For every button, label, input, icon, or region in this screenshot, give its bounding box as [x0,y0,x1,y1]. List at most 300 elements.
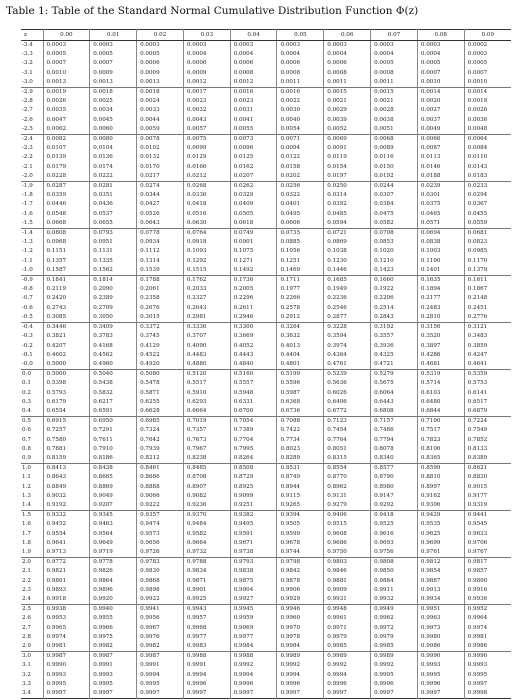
probability-cell: 0.7549 [464,426,511,435]
probability-cell: 0.9452 [43,520,90,529]
z-value-cell: -1.5 [21,219,43,229]
probability-cell: 0.9987 [90,652,137,662]
probability-cell: 0.9996 [324,680,371,689]
probability-cell: 0.0043 [183,116,230,125]
probability-cell: 0.5279 [371,370,418,380]
probability-cell: 0.0401 [277,200,324,209]
probability-cell: 0.9951 [417,605,464,615]
probability-cell: 0.9332 [43,511,90,521]
z-value-cell: -1.1 [22,257,33,264]
table-row [21,454,511,464]
probability-cell: 0.0014 [464,88,511,98]
probability-cell: 0.9817 [464,558,511,568]
z-value-cell: 1.3 [22,492,31,499]
probability-cell: 0.6808 [371,407,418,417]
probability-cell: 0.9983 [183,642,230,652]
probability-cell: 0.4920 [137,360,184,370]
probability-cell: 0.2514 [371,304,418,313]
probability-cell: 0.0064 [464,135,511,145]
probability-cell: 0.0004 [277,50,324,59]
probability-cell: 0.5871 [137,389,184,398]
probability-cell: 0.0018 [90,88,137,98]
probability-cell: 0.0005 [417,59,464,68]
probability-cell: 0.9985 [371,642,418,652]
probability-cell: 0.0004 [324,50,371,59]
probability-cell: 0.9115 [277,492,324,501]
probability-cell: 0.9693 [371,539,418,548]
probability-cell: 0.9082 [183,492,230,501]
probability-cell: 0.8686 [137,473,184,482]
z-value-cell: 3.3 [22,680,31,687]
z-value-cell: -2.4 [22,136,33,143]
probability-cell: 0.9990 [43,661,90,670]
probability-cell: 0.0934 [137,238,184,247]
probability-cell: 0.1949 [324,285,371,294]
probability-cell: 0.9463 [90,520,137,529]
probability-cell: 0.9868 [137,577,184,586]
probability-cell: 0.0003 [183,41,230,51]
probability-cell: 0.9162 [417,492,464,501]
probability-cell: 0.3372 [137,323,184,333]
probability-cell: 0.0143 [464,163,511,172]
probability-cell: 0.9991 [137,661,184,670]
z-value-cell: -3.2 [22,60,33,67]
probability-cell: 0.3897 [417,342,464,351]
probability-cell: 0.0006 [230,59,277,68]
probability-cell: 0.0146 [417,163,464,172]
probability-cell: 0.1314 [137,257,184,266]
probability-cell: 0.9793 [230,558,277,568]
probability-cell: 0.0019 [43,88,90,98]
probability-cell: 0.0250 [324,182,371,192]
probability-cell: 0.0007 [417,69,464,78]
probability-cell: 0.0004 [183,50,230,59]
probability-cell: 0.1112 [137,247,184,256]
probability-cell: 0.0013 [137,78,184,88]
probability-cell: 0.9971 [324,624,371,633]
probability-cell: 0.9962 [371,614,418,623]
probability-cell: 0.0294 [464,191,511,200]
probability-cell: 0.3121 [464,323,511,333]
probability-cell: 0.5714 [417,379,464,388]
z-value-cell: 0.7 [22,436,31,443]
probability-cell: 0.9990 [417,652,464,662]
probability-cell: 0.9761 [417,548,464,558]
probability-cell: 0.0007 [90,59,137,68]
probability-cell: 0.8708 [183,473,230,482]
probability-cell: 0.9981 [464,633,511,642]
probability-cell: 0.2148 [464,294,511,303]
probability-cell: 0.9881 [324,577,371,586]
column-header: 0.00 [43,30,90,41]
probability-cell: 0.0188 [417,172,464,182]
probability-cell: 0.9564 [90,530,137,539]
probability-cell: 0.9474 [137,520,184,529]
probability-cell: 0.0022 [277,97,324,106]
probability-cell: 0.7389 [230,426,277,435]
probability-cell: 0.9706 [464,539,511,548]
table-row [21,266,511,276]
probability-cell: 0.0192 [371,172,418,182]
probability-cell: 0.8925 [230,483,277,492]
probability-cell: 0.9997 [230,689,277,699]
probability-cell: 0.9922 [137,595,184,605]
probability-cell: 0.9934 [417,595,464,605]
probability-cell: 0.6141 [464,389,511,398]
probability-cell: 0.8577 [371,464,418,474]
table-row [21,172,511,182]
probability-cell: 0.9959 [230,614,277,623]
probability-cell: 0.7642 [137,436,184,445]
probability-cell: 0.0869 [324,238,371,247]
probability-cell: 0.8531 [277,464,324,474]
z-value-cell: 0.9 [21,454,43,464]
probability-cell: 0.0154 [324,163,371,172]
table-row [21,88,511,98]
probability-cell: 0.9678 [277,539,324,548]
probability-cell: 0.0838 [417,238,464,247]
z-value-cell: -3.0 [21,78,43,88]
probability-cell: 0.9192 [43,501,90,511]
probability-cell: 0.8810 [417,473,464,482]
probability-cell: 0.0392 [324,200,371,209]
probability-cell: 0.9525 [371,520,418,529]
probability-cell: 0.0119 [324,153,371,162]
probability-cell: 0.9803 [324,558,371,568]
probability-cell: 0.9719 [90,548,137,558]
z-value-cell: -0.4 [22,324,33,331]
probability-cell: 0.9997 [324,689,371,699]
probability-cell: 0.9974 [43,633,90,642]
probability-cell: 0.3632 [277,332,324,341]
probability-cell: 0.0016 [230,88,277,98]
probability-cell: 0.0009 [137,69,184,78]
table-row [21,78,511,88]
probability-cell: 0.0287 [43,182,90,192]
probability-cell: 0.0233 [464,182,511,192]
z-value-cell: 3.4 [22,690,31,697]
probability-cell: 0.0485 [324,210,371,219]
z-value-cell: 1.0 [22,465,31,472]
probability-cell: 0.0003 [137,41,184,51]
probability-cell: 0.7517 [417,426,464,435]
probability-cell: 0.0091 [324,144,371,153]
probability-cell: 0.1814 [90,276,137,286]
probability-cell: 0.1736 [230,276,277,286]
probability-cell: 0.0465 [417,210,464,219]
probability-cell: 0.3085 [43,313,90,323]
probability-cell: 0.0027 [417,106,464,115]
probability-cell: 0.8159 [43,454,90,464]
probability-cell: 0.8389 [464,454,511,464]
probability-cell: 0.7157 [371,417,418,427]
table-row [21,247,511,256]
probability-cell: 0.0013 [43,78,90,88]
probability-cell: 0.7123 [324,417,371,427]
probability-cell: 0.4562 [90,351,137,360]
probability-cell: 0.6480 [417,398,464,407]
probability-cell: 0.9846 [324,567,371,576]
probability-cell: 0.7967 [183,445,230,454]
table-row [21,59,511,68]
z-value-cell: -1.9 [22,183,33,190]
probability-cell: 0.4052 [230,342,277,351]
probability-cell: 0.4641 [464,360,511,370]
probability-cell: 0.1056 [277,247,324,256]
probability-cell: 0.9429 [417,511,464,521]
probability-cell: 0.0274 [137,182,184,192]
probability-cell: 0.0052 [324,125,371,135]
probability-cell: 0.9834 [183,567,230,576]
probability-cell: 0.8212 [137,454,184,464]
probability-cell: 0.9484 [183,520,230,529]
probability-cell: 0.9893 [43,586,90,595]
probability-cell: 0.0183 [464,172,511,182]
probability-cell: 0.2643 [183,304,230,313]
table-row [21,41,511,51]
probability-cell: 0.9997 [371,689,418,699]
table-row [21,210,511,219]
probability-cell: 0.0110 [464,153,511,162]
probability-cell: 0.9957 [183,614,230,623]
z-value-cell: 1.5 [22,512,31,519]
probability-cell: 0.9370 [183,511,230,521]
probability-cell: 0.0028 [371,106,418,115]
probability-cell: 0.8106 [417,445,464,454]
probability-cell: 0.6985 [137,417,184,427]
probability-cell: 0.5319 [417,370,464,380]
probability-cell: 0.9505 [277,520,324,529]
probability-cell: 0.9920 [90,595,137,605]
probability-cell: 0.0014 [417,88,464,98]
table-row [21,567,511,576]
probability-cell: 0.9875 [230,577,277,586]
probability-cell: 0.0003 [230,41,277,51]
probability-cell: 0.6064 [371,389,418,398]
probability-cell: 0.0073 [230,135,277,145]
table-row [21,407,511,417]
probability-cell: 0.8508 [230,464,277,474]
probability-cell: 0.0749 [230,229,277,239]
table-row [21,595,511,605]
probability-cell: 0.1611 [464,276,511,286]
probability-cell: 0.9941 [137,605,184,615]
probability-cell: 0.4247 [464,351,511,360]
probability-cell: 0.5359 [464,370,511,380]
probability-cell: 0.6517 [464,398,511,407]
probability-cell: 0.6217 [90,398,137,407]
table-row [21,389,511,398]
probability-cell: 0.5987 [277,389,324,398]
probability-cell: 0.1170 [464,257,511,266]
z-value-cell: 1.9 [21,548,43,558]
probability-cell: 0.0020 [417,97,464,106]
probability-cell: 0.2358 [137,294,184,303]
probability-cell: 0.3936 [371,342,418,351]
probability-cell: 0.1539 [137,266,184,276]
probability-cell: 0.9616 [371,530,418,539]
probability-cell: 0.1075 [230,247,277,256]
probability-cell: 0.7673 [183,436,230,445]
probability-cell: 0.8461 [137,464,184,474]
probability-cell: 0.2061 [137,285,184,294]
probability-cell: 0.3409 [90,323,137,333]
probability-cell: 0.2119 [43,285,90,294]
probability-cell: 0.0207 [230,172,277,182]
probability-cell: 0.0047 [43,116,90,125]
probability-cell: 0.9808 [371,558,418,568]
probability-cell: 0.8997 [417,483,464,492]
probability-cell: 0.9826 [90,567,137,576]
probability-cell: 0.7823 [417,436,464,445]
probability-cell: 0.0548 [43,210,90,219]
probability-cell: 0.2709 [90,304,137,313]
probability-cell: 0.0336 [183,191,230,200]
probability-cell: 0.3300 [230,323,277,333]
z-value-cell: 2.0 [22,559,31,566]
probability-cell: 0.9901 [183,586,230,595]
normal-cdf-table-container [21,29,511,699]
probability-cell: 0.9993 [417,661,464,670]
z-value-cell: 3.2 [22,671,31,678]
probability-cell: 0.9713 [43,548,90,558]
probability-cell: 0.9582 [183,530,230,539]
probability-cell: 0.9838 [230,567,277,576]
probability-cell: 0.0505 [230,210,277,219]
probability-cell: 0.9955 [90,614,137,623]
probability-cell: 0.6915 [43,417,90,427]
probability-cell: 0.5160 [230,370,277,380]
probability-cell: 0.0049 [417,125,464,135]
probability-cell: 0.6255 [137,398,184,407]
probability-cell: 0.6736 [277,407,324,417]
probability-cell: 0.9887 [417,577,464,586]
probability-cell: 0.9738 [230,548,277,558]
probability-cell: 0.9975 [90,633,137,642]
probability-cell: 0.3050 [90,313,137,323]
table-row [21,125,511,135]
probability-cell: 0.8413 [43,464,90,474]
probability-cell: 0.0010 [43,69,90,78]
probability-cell: 0.9984 [277,642,324,652]
probability-cell: 0.0808 [43,229,90,239]
table-row [21,351,511,360]
probability-cell: 0.0004 [230,50,277,59]
probability-cell: 0.9591 [230,530,277,539]
probability-cell: 0.4483 [183,351,230,360]
z-value-cell: 2.5 [22,606,31,613]
probability-cell: 0.3192 [371,323,418,333]
z-value-cell: 1.1 [22,474,31,481]
probability-cell: 0.0006 [183,59,230,68]
header-row [21,30,511,41]
probability-cell: 0.9997 [464,680,511,689]
probability-cell: 0.0035 [43,106,90,115]
probability-cell: 0.0322 [277,191,324,200]
probability-cell: 0.9984 [230,642,277,652]
probability-cell: 0.0582 [371,219,418,229]
probability-cell: 0.0011 [324,78,371,88]
probability-cell: 0.0594 [324,219,371,229]
column-header: 0.01 [90,30,137,41]
probability-cell: 0.7764 [324,436,371,445]
probability-cell: 0.7224 [464,417,511,427]
probability-cell: 0.0023 [230,97,277,106]
table-row [21,219,511,229]
table-row [21,191,511,200]
z-value-cell: 1.8 [22,539,31,546]
probability-cell: 0.9997 [277,689,324,699]
probability-cell: 0.1711 [277,276,324,286]
probability-cell: 0.9222 [137,501,184,511]
probability-cell: 0.9573 [137,530,184,539]
column-header: 0.09 [464,30,511,41]
probability-cell: 0.9918 [43,595,90,605]
table-row [21,313,511,323]
probability-cell: 0.0032 [183,106,230,115]
probability-cell: 0.8830 [464,473,511,482]
probability-cell: 0.4761 [324,360,371,370]
probability-cell: 0.2327 [183,294,230,303]
z-value-cell: 0.2 [22,389,31,396]
probability-cell: 0.8749 [277,473,324,482]
probability-cell: 0.0918 [183,238,230,247]
z-value-cell: -2.9 [22,89,33,96]
probability-cell: 0.0005 [90,50,137,59]
probability-cell: 0.0455 [464,210,511,219]
table-row [21,445,511,454]
probability-cell: 0.9982 [137,642,184,652]
probability-cell: 0.0017 [183,88,230,98]
probability-cell: 0.1492 [230,266,277,276]
z-value-cell: 2.3 [22,586,31,593]
probability-cell: 0.0009 [90,69,137,78]
probability-cell: 0.0069 [324,135,371,145]
probability-cell: 0.0010 [417,78,464,88]
probability-cell: 0.0116 [371,153,418,162]
probability-cell: 0.0170 [137,163,184,172]
probability-cell: 0.9778 [90,558,137,568]
probability-cell: 0.9994 [324,671,371,680]
probability-cell: 0.9997 [90,689,137,699]
probability-cell: 0.9608 [324,530,371,539]
probability-cell: 0.9896 [90,586,137,595]
table-row [21,294,511,303]
probability-cell: 0.9953 [43,614,90,623]
probability-cell: 0.9251 [230,501,277,511]
probability-cell: 0.2266 [277,294,324,303]
z-value-cell: -1.3 [22,239,33,246]
probability-cell: 0.9985 [324,642,371,652]
probability-cell: 0.0045 [90,116,137,125]
probability-cell: 0.9842 [277,567,324,576]
probability-cell: 0.2743 [43,304,90,313]
probability-cell: 0.9898 [137,586,184,595]
probability-cell: 0.9418 [371,511,418,521]
probability-cell: 0.5753 [464,379,511,388]
probability-cell: 0.9996 [277,680,324,689]
probability-cell: 0.9970 [277,624,324,633]
probability-cell: 0.1151 [43,247,90,256]
probability-cell: 0.8485 [183,464,230,474]
table-row [21,530,511,539]
z-value-cell: -1.4 [22,230,33,237]
probability-cell: 0.0197 [324,172,371,182]
probability-cell: 0.1003 [417,247,464,256]
probability-cell: 0.9049 [90,492,137,501]
probability-cell: 0.9936 [464,595,511,605]
probability-cell: 0.0004 [417,50,464,59]
